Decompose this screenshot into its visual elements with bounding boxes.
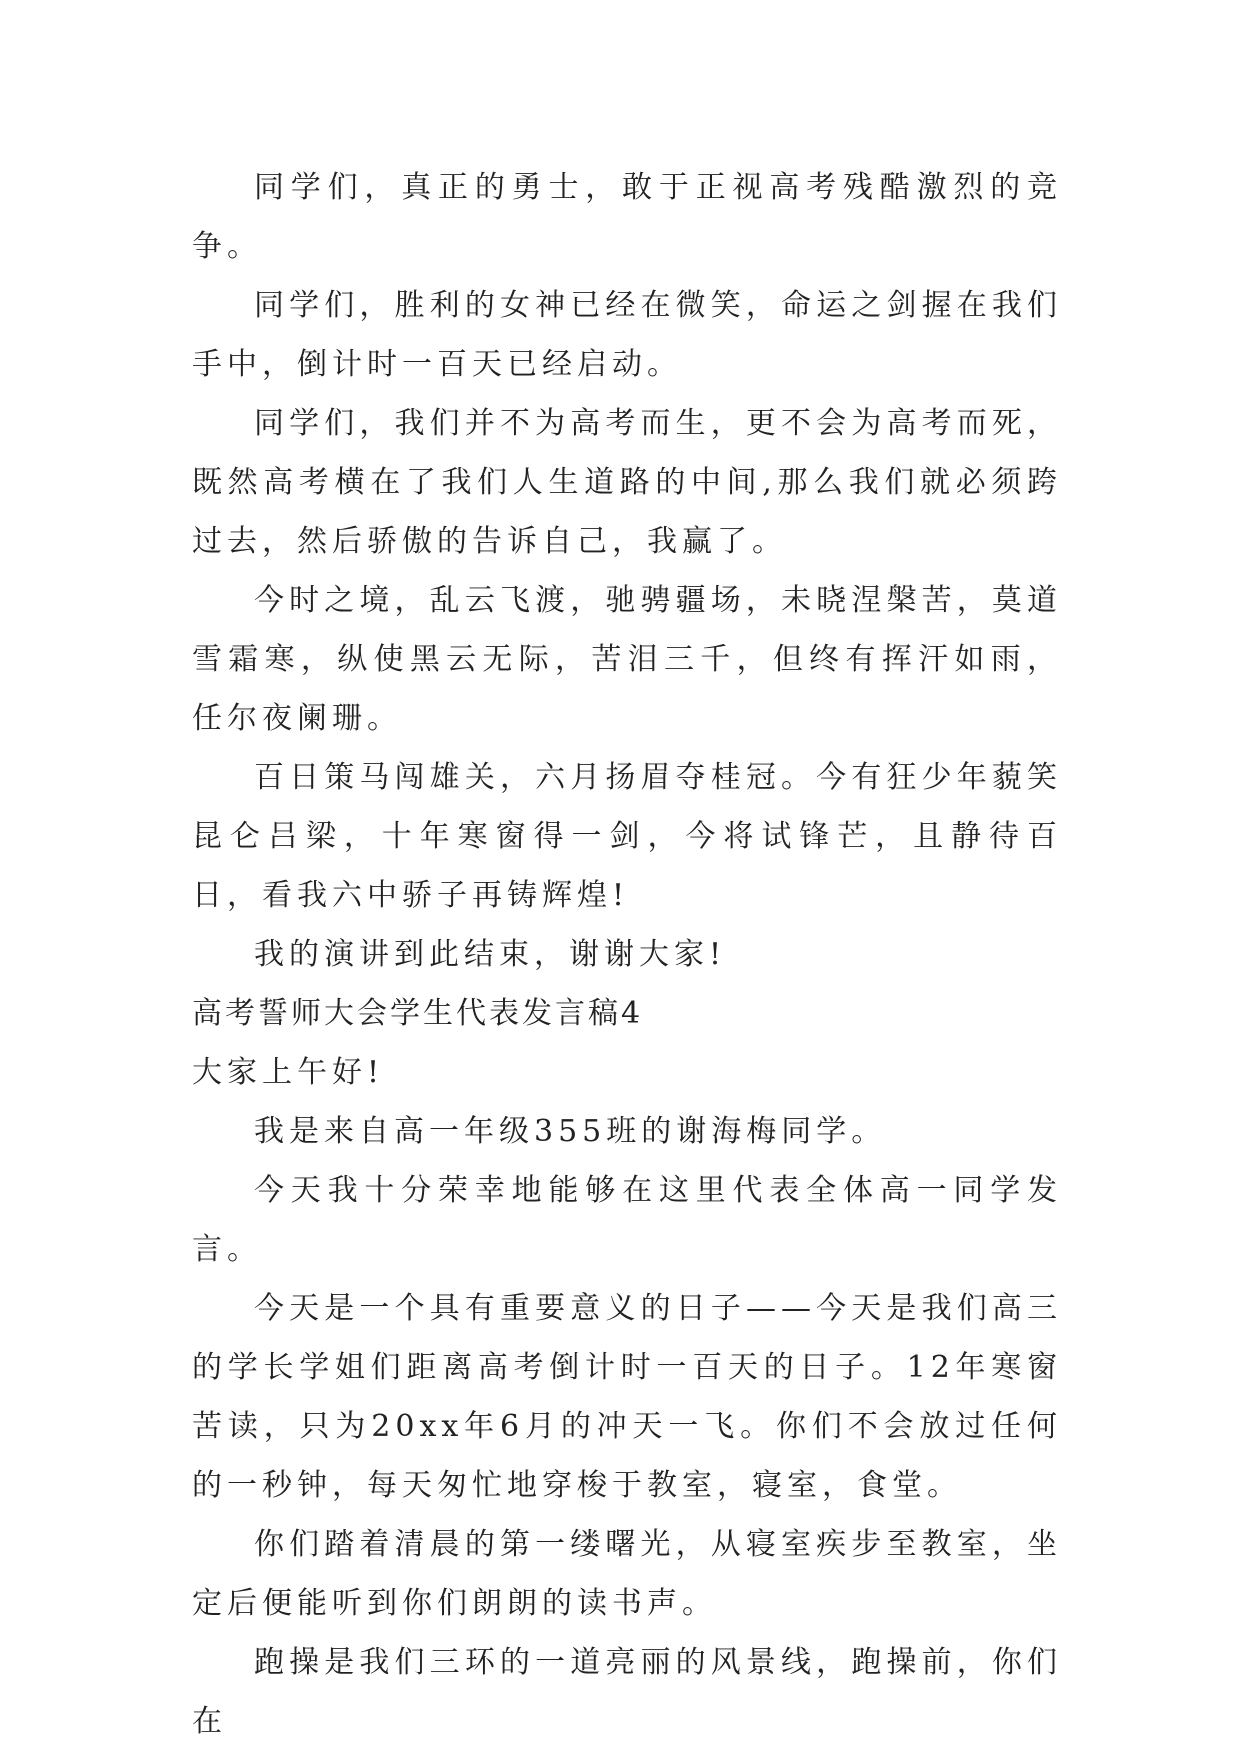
paragraph: 我的演讲到此结束，谢谢大家!	[254, 937, 727, 972]
paragraph: 同学们，我们并不为高考而生，更不会为高考而死，既然高考横在了我们人生道路的中间,那么我们就必须跨过去，然后骄傲的告诉自己，我赢了。	[192, 406, 1062, 559]
section-title: 高考誓师大会学生代表发言稿4	[192, 996, 644, 1031]
paragraph: 百日策马闯雄关，六月扬眉夺桂冠。今有狂少年藐笑昆仑吕梁，十年寒窗得一剑，今将试锋芒，且静待百日，看我六中骄子再铸辉煌!	[192, 760, 1062, 913]
paragraph: 我是来自高一年级355班的谢海梅同学。	[254, 1114, 887, 1149]
document-body	[192, 158, 1062, 1751]
paragraph: 今时之境，乱云飞渡，驰骋疆场，未晓涅槃苦，莫道雪霜寒，纵使黑云无际，苦泪三千，但终有挥汗如雨，任尔夜阑珊。	[192, 583, 1062, 736]
paragraph: 同学们，真正的勇士，敢于正视高考残酷激烈的竞争。	[192, 170, 1062, 264]
greeting: 大家上午好!	[192, 1055, 385, 1090]
paragraph: 今天我十分荣幸地能够在这里代表全体高一同学发言。	[192, 1173, 1062, 1267]
paragraph: 跑操是我们三环的一道亮丽的风景线，跑操前，你们在	[192, 1645, 1062, 1739]
paragraph: 同学们，胜利的女神已经在微笑，命运之剑握在我们手中，倒计时一百天已经启动。	[192, 288, 1062, 382]
paragraph: 你们踏着清晨的第一缕曙光，从寝室疾步至教室，坐定后便能听到你们朗朗的读书声。	[192, 1527, 1062, 1621]
paragraph: 今天是一个具有重要意义的日子——今天是我们高三的学长学姐们距离高考倒计时一百天的日子。12年寒窗苦读，只为20xx年6月的冲天一飞。你们不会放过任何的一秒钟，每天匆忙地穿梭于教室，寝室，食堂。	[192, 1291, 1062, 1503]
